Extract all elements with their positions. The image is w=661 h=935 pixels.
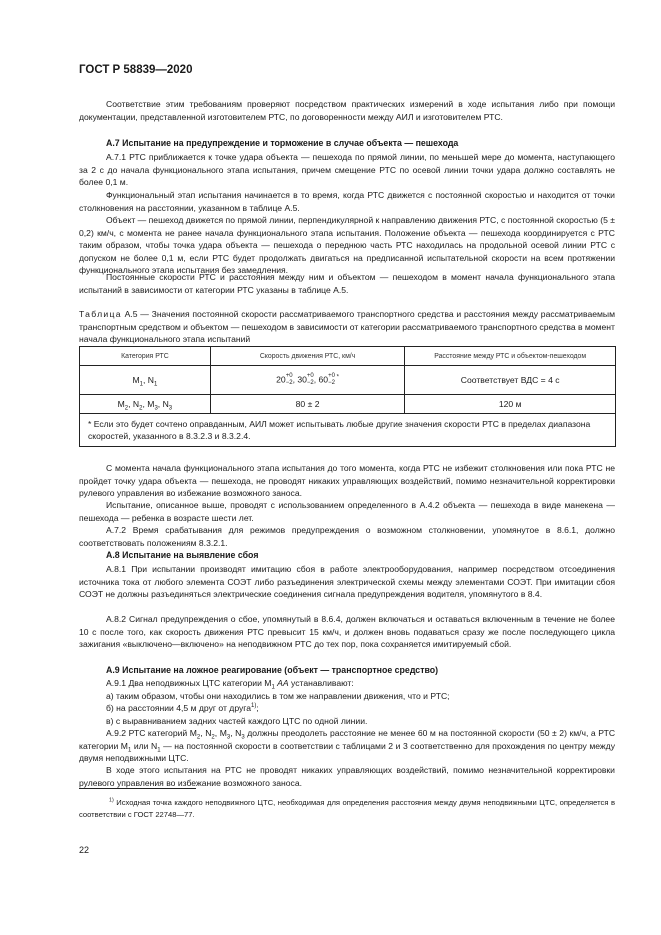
paragraph-pedestrian-object: Объект — пешеход движется по прямой линии, перпендикулярной к направлению движения РТС, с постоянной скоростью (5 ± 0,2) км/ч, с момента не ранее начала функционального этапа испытания. Положение объекта — пешехода координируется с РТС таким образом, чтобы точка удара объекта — пешехода о переднюю часть РТС находилась на продольной осевой линии РТС с допуском не более 0,1 м, если РТС будет продолжать двигаться на предписанной испытательной скорости на всем протяжении функционального этапа испытания без замедления. [79,215,615,275]
table-cell-speed: 20+0 −2, 30+0 −2, 60+0 −2 * [210,366,405,395]
table-cell-distance: Соответствует ВДС = 4 с [405,366,616,395]
list-item-c: в) с выравниванием задних частей каждого ЦТС по одной линии. [106,716,368,726]
paragraph-a9-2: А.9.2 РТС категорий $M_2$, $N_2$, $M_3$, $N_3$ должны преодолеть расстояние не менее 60 м на постоянной скорости (50 ± 2) км/ч, а РТС категории $M_1$ или $N_1$ — на постоянной скорости в соответствии с таблицами 2 и 3 соответственно для прохождения по центру между двумя неподвижными ЦТС. [79,728,616,763]
paragraph-a8-1: А.8.1 При испытании производят имитацию сбоя в работе электрооборудования, например посредством отсоединения источника тока от любого элемента СОЭТ либо разъединения электрической схемы между элементами СОЭТ. При имитации сбоя СОЭТ не должны разъединяться электрические соединения сигнала предупреждения водителя, упомянутого в 8.4. [79,564,615,599]
paragraph-after-start: С момента начала функционального этапа испытания до того момента, когда РТС не избежит столкновения или пока РТС не пройдет точку удара объекта — пешехода, не проводят никаких управляющих воздействий, помимо незначительной корректировки рулевого управления во избежание возможного заноса. [79,463,615,498]
table-footnote: * Если это будет сочтено оправданным, АИЛ может испытывать любые другие значения скорости РТС в пределах диапазона скоростей, указанного в 8.3.2.3 и 8.3.2.4. [80,414,616,447]
paragraph-dummy: Испытание, описанное выше, проводят с использованием определенного в А.4.2 объекта — пешехода в виде манекена — пешехода — ребенка в возрасте шести лет. [79,500,615,523]
section-heading-a7: А.7 Испытание на предупреждение и торможение в случае объекта — пешехода [106,138,459,148]
table-row [80,395,616,414]
table-cell-category: $M_2$, $N_2$, $M_3$, $N_3$ [80,395,211,414]
footnote-divider [79,788,196,789]
section-heading-a9: А.9 Испытание на ложное реагирование (объект — транспортное средство) [106,665,439,675]
paragraph-a7-1: А.7.1 РТС приближается к точке удара объекта — пешехода по прямой линии, по меньшей мере до момента, наступающего за 2 с до начала функционального этапа испытания, причем смещение РТС по осевой линии точки удара должно составлять не более 0,1 м. [79,152,615,187]
table-cell-category: $M_1$, $N_1$ [80,366,211,395]
table-cell-speed: 80 ± 2 [210,395,405,414]
paragraph-a8-2: А.8.2 Сигнал предупреждения о сбое, упомянутый в 8.6.4, должен включаться и оставаться включенным в течение не более 10 с после того, как скорость движения РТС превысит 15 км/ч, и должен вновь подаваться сразу же после последующего цикла зажигания «выключено—включено» на неподвижном РТС до тех пор, пока сохраняется имитируемый сбой. [79,614,615,649]
paragraph-functional-stage: Функциональный этап испытания начинается в то время, когда РТС движется с постоянной скоростью и находится от точки столкновения на расстоянии, указанном в таблице А.5. [79,190,615,213]
table-header-distance: Расстояние между РТС и объектом-пешеходом [405,347,616,366]
table-caption-word: Таблица [79,309,122,319]
paragraph-constant-speeds: Постоянные скорости РТС и расстояния между ним и объектом — пешеходом в момент начала функционального этапа испытаний в зависимости от категории РТС указаны в таблице А.5. [79,272,615,295]
list-item-b: б) на расстоянии 4,5 м друг от друга$^{1)}$; [106,703,259,713]
table-footnote-row [80,414,616,447]
table-cell-distance: 120 м [405,395,616,414]
table-header-speed: Скорость движения РТС, км/ч [210,347,405,366]
table-header-category: Категория РТС [80,347,211,366]
page-number: 22 [79,845,90,855]
section-heading-a8: А.8 Испытание на выявление сбоя [106,550,259,560]
list-item-a: а) таким образом, чтобы они находились в том же направлении движения, что и РТС; [106,691,450,701]
paragraph-a9-1: А.9.1 Два неподвижных ЦТС категории $M_1$ АА устанавливают: [106,678,354,691]
paragraph-intro: Соответствие этим требованиям проверяют посредством практических измерений в ходе испытания либо при помощи документации, представленной изготовителем РТС, по договоренности между АИЛ и изготовителем РТС. [79,99,615,122]
table-caption [79,308,615,346]
paragraph-a7-2: А.7.2 Время срабатывания для режимов предупреждения о возможном столкновении, упомянутое в 8.6.1, должно соответствовать положениям 8.3.2.1. [79,525,615,548]
table-a5 [79,346,616,447]
paragraph-a9-2-b: В ходе этого испытания на РТС не проводят никаких управляющих воздействий, помимо незначительной корректировки рулевого управления во избежание возможного заноса. [79,765,615,788]
footnote: $^{1)}$ Исходная точка каждого неподвижного ЦТС, необходимая для определения расстояния между двумя неподвижными ЦТС, определяется в соответствии с ГОСТ 22748—77. [79,797,615,819]
table-caption-text: А.5 — Значения постоянной скорости рассматриваемого транспортного средства и расстояния между рассматриваемым транспортным средством и объектом — пешеходом в зависимости от категории рассматриваемого транспортного средства в момент начала функционального этапа испытаний [79,309,615,344]
table-row [80,366,616,395]
document-header: ГОСТ Р 58839—2020 [79,64,193,76]
table-header-row [80,347,616,366]
